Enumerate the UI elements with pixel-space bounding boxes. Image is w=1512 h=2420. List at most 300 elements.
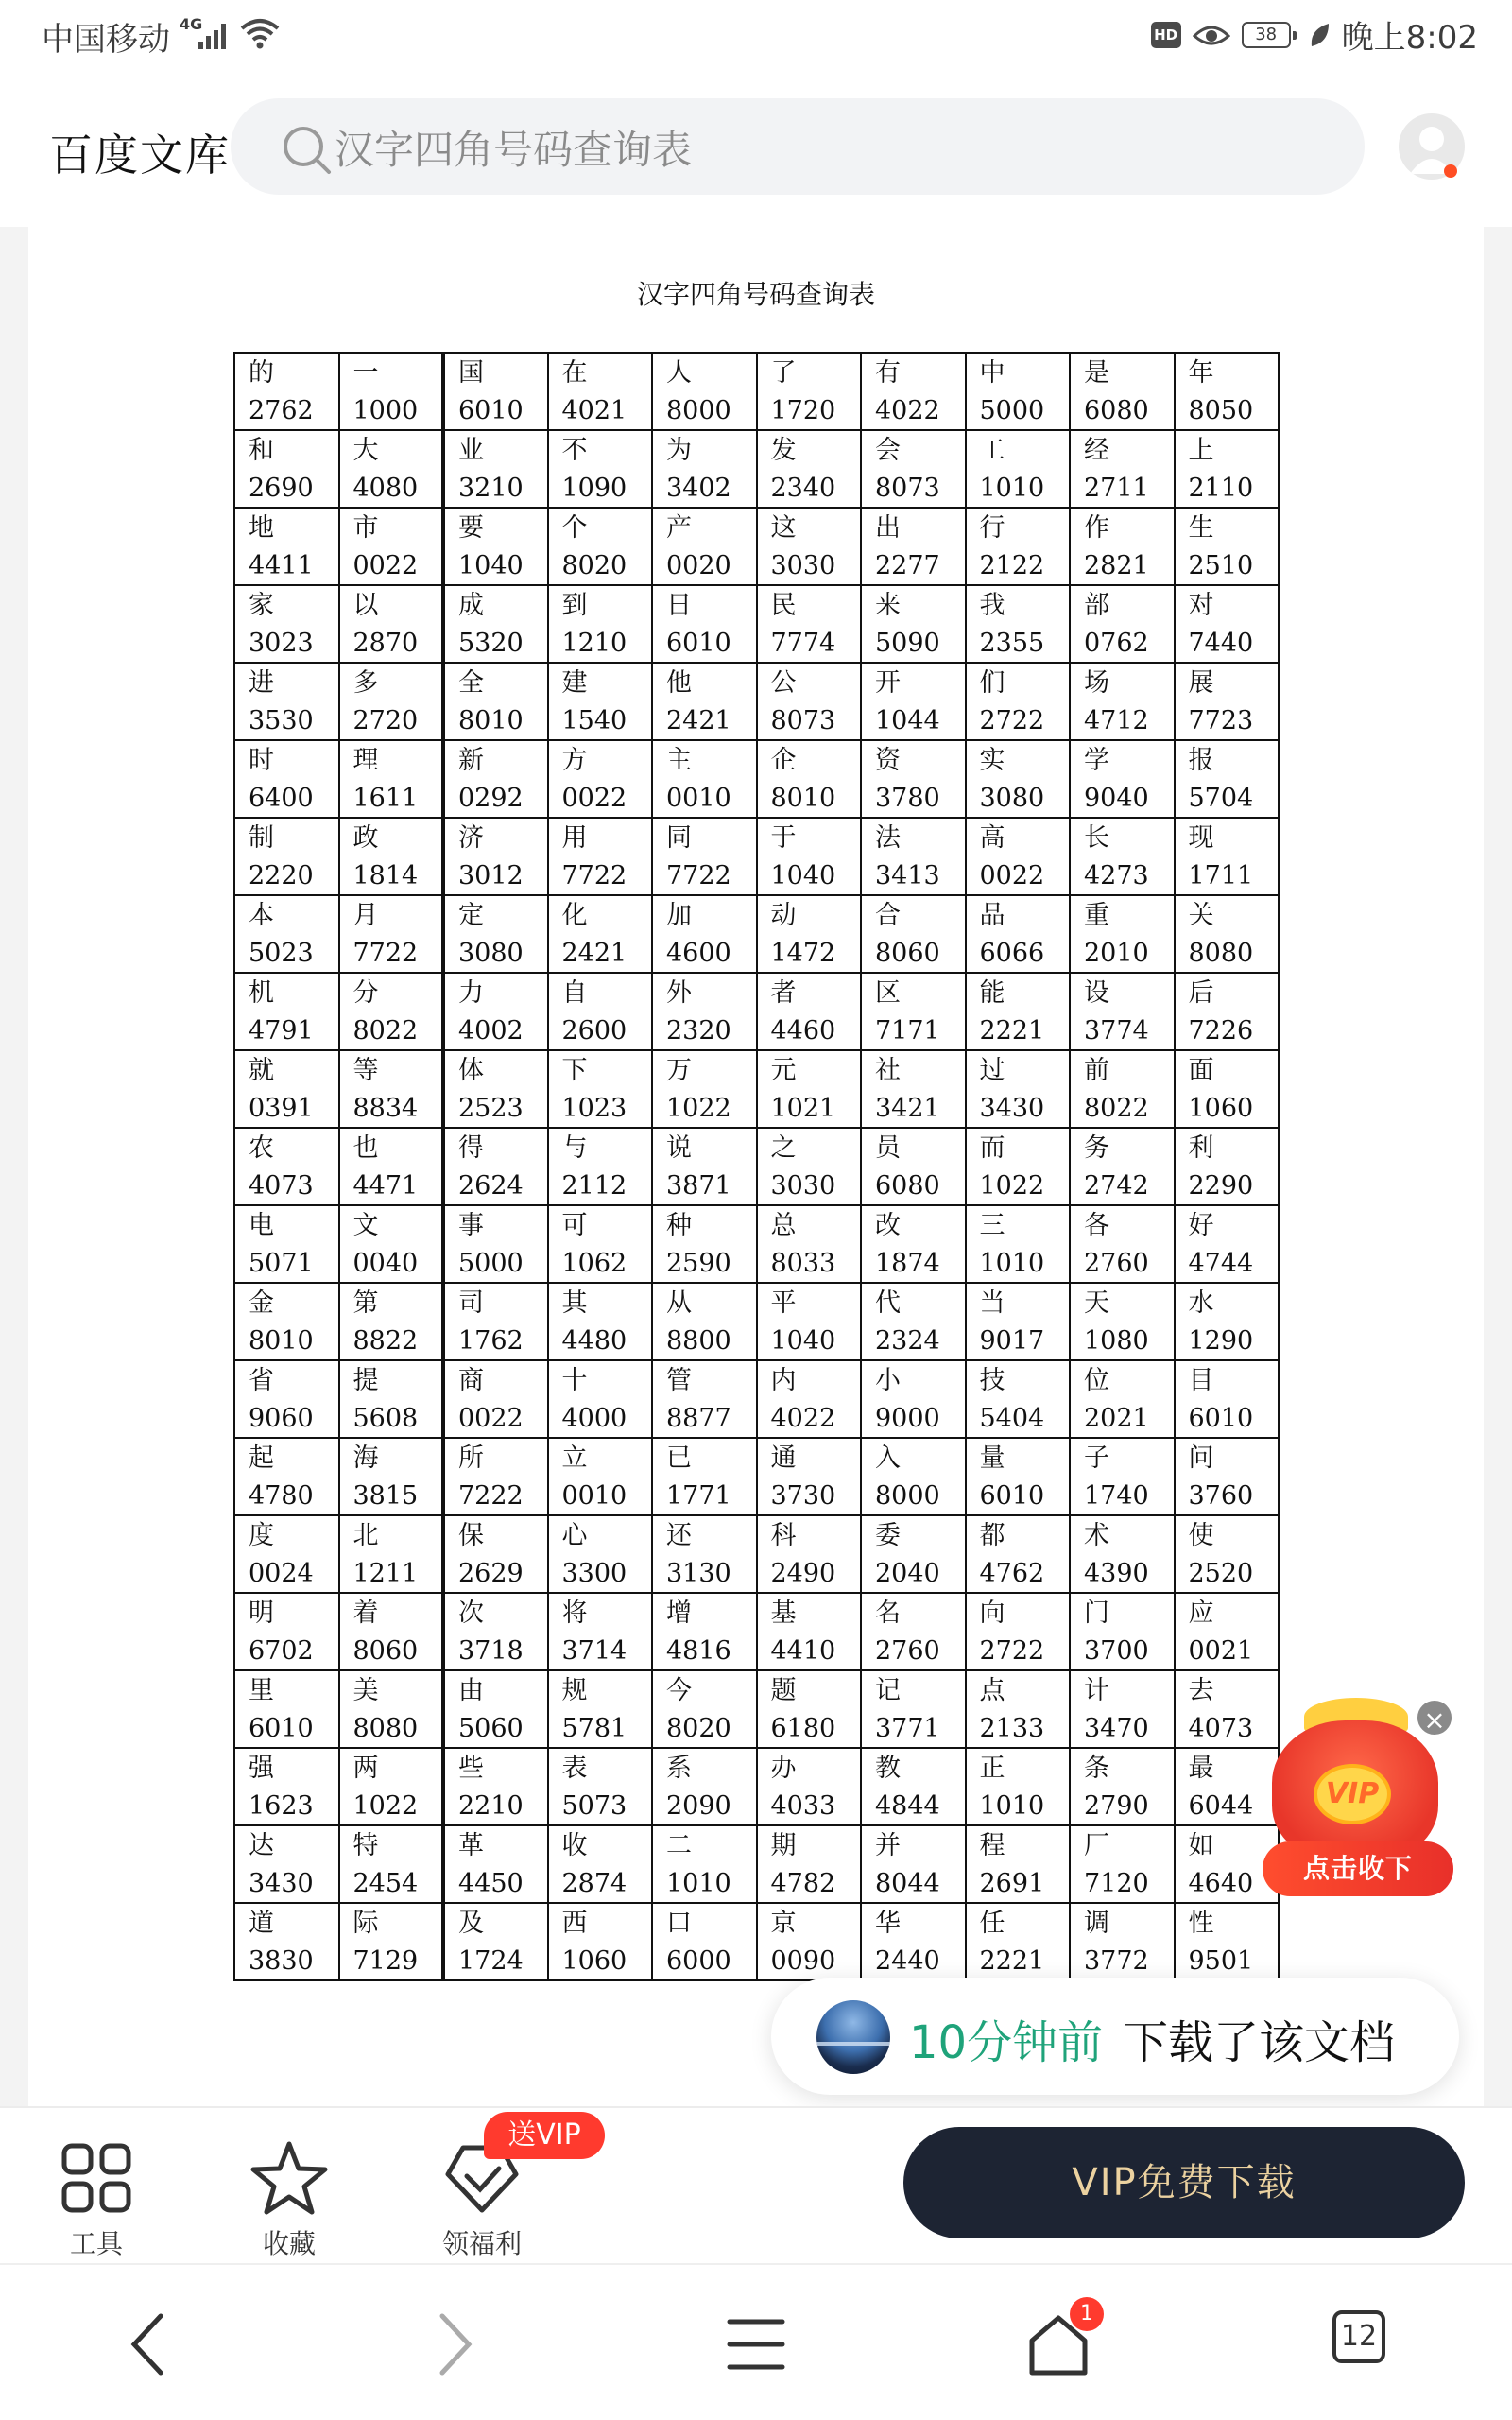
four-corner-code: 9000 <box>875 1404 940 1433</box>
forward-arrow-icon[interactable] <box>416 2307 491 2382</box>
character: 部 <box>1084 591 1109 620</box>
four-corner-code: 0022 <box>979 861 1045 890</box>
four-corner-code: 2690 <box>249 474 314 503</box>
character: 者 <box>770 978 797 1008</box>
table-cell <box>861 353 966 430</box>
character: 场 <box>1084 668 1109 698</box>
character: 今 <box>666 1676 692 1705</box>
table-cell <box>1070 430 1175 508</box>
four-corner-code: 7440 <box>1188 629 1254 658</box>
character: 由 <box>458 1676 484 1705</box>
character: 资 <box>875 746 901 775</box>
character: 些 <box>458 1754 484 1783</box>
menu-icon[interactable] <box>718 2307 794 2382</box>
four-corner-code: 5000 <box>458 1249 524 1278</box>
character: 可 <box>561 1211 588 1240</box>
four-corner-code: 8010 <box>770 784 836 813</box>
character: 市 <box>352 513 379 543</box>
four-corner-code: 1762 <box>458 1326 524 1356</box>
four-corner-code: 2210 <box>458 1791 524 1821</box>
table-cell <box>234 1670 339 1748</box>
welfare-label: 领福利 <box>441 2228 522 2259</box>
character: 入 <box>875 1443 901 1473</box>
table-cell <box>966 508 1071 585</box>
character: 利 <box>1188 1133 1214 1163</box>
character: 日 <box>666 591 692 620</box>
four-corner-code: 6000 <box>666 1946 731 1976</box>
toast-time: 10分钟前 <box>909 2016 1104 2069</box>
table-cell <box>443 1128 548 1205</box>
table-cell <box>966 1205 1071 1283</box>
character: 之 <box>770 1133 797 1163</box>
character: 进 <box>249 668 274 698</box>
four-corner-code: 1010 <box>979 1791 1045 1821</box>
table-cell <box>652 508 757 585</box>
character: 说 <box>666 1133 692 1163</box>
character: 方 <box>561 746 588 775</box>
table-cell <box>1070 1903 1175 1980</box>
table-row <box>234 1205 1279 1283</box>
character: 目 <box>1188 1366 1214 1395</box>
four-corner-code: 3470 <box>1084 1714 1149 1743</box>
table-cell <box>1175 1360 1280 1438</box>
four-corner-code: 3760 <box>1188 1481 1254 1511</box>
four-corner-code: 7774 <box>770 629 836 658</box>
table-row <box>234 1050 1279 1128</box>
character: 位 <box>1084 1366 1109 1395</box>
four-corner-code: 5608 <box>352 1404 419 1433</box>
character: 技 <box>979 1366 1005 1395</box>
brand-logo[interactable]: 百度文库 <box>49 130 231 181</box>
table-cell <box>1070 1748 1175 1825</box>
claim-vip-button[interactable]: 点击收下 <box>1263 1841 1453 1896</box>
table-cell <box>443 895 548 973</box>
table-cell <box>1175 1128 1280 1205</box>
four-corner-code: 8060 <box>875 939 940 968</box>
character: 次 <box>458 1599 484 1628</box>
table-cell <box>1175 1670 1280 1748</box>
four-corner-code: 8010 <box>249 1326 314 1356</box>
four-corner-code: 0021 <box>1188 1636 1254 1666</box>
four-corner-code: 2040 <box>875 1559 940 1588</box>
table-row <box>234 663 1279 740</box>
character: 报 <box>1188 746 1214 775</box>
table-cell <box>757 1050 862 1128</box>
four-corner-code: 6066 <box>979 939 1045 968</box>
four-corner-code: 1040 <box>770 861 836 890</box>
table-cell <box>861 1903 966 1980</box>
character: 保 <box>458 1521 484 1550</box>
four-corner-code: 4460 <box>770 1016 836 1046</box>
four-corner-code: 2760 <box>1084 1249 1149 1278</box>
character: 同 <box>666 823 692 853</box>
character: 从 <box>666 1288 692 1318</box>
table-cell <box>443 1903 548 1980</box>
table-row <box>234 740 1279 818</box>
character: 心 <box>561 1521 588 1550</box>
four-corner-code: 2624 <box>458 1171 524 1201</box>
table-cell <box>443 1670 548 1748</box>
character: 明 <box>249 1599 274 1628</box>
four-corner-code: 1044 <box>875 706 940 735</box>
four-corner-code: 7722 <box>352 939 419 968</box>
four-corner-code: 4782 <box>770 1869 836 1898</box>
character: 元 <box>770 1056 797 1085</box>
table-cell <box>1070 895 1175 973</box>
status-right <box>1151 11 1478 58</box>
table-cell <box>339 1903 444 1980</box>
character: 小 <box>875 1366 901 1395</box>
four-corner-code: 4471 <box>352 1171 419 1201</box>
four-corner-code: 4791 <box>249 1016 314 1046</box>
character: 生 <box>1188 513 1214 543</box>
table-cell <box>1070 1205 1175 1283</box>
character: 人 <box>666 358 692 388</box>
table-cell <box>339 430 444 508</box>
character: 里 <box>249 1676 274 1705</box>
character: 好 <box>1188 1211 1214 1240</box>
table-cell <box>1070 1360 1175 1438</box>
table-cell <box>548 1128 653 1205</box>
table-cell <box>757 1360 862 1438</box>
four-corner-code: 7129 <box>352 1946 419 1976</box>
four-corner-code: 0040 <box>352 1249 419 1278</box>
table-cell <box>339 1825 444 1903</box>
four-corner-code: 4021 <box>561 396 627 425</box>
four-corner-code: 2762 <box>249 396 314 425</box>
four-corner-code: 3012 <box>458 861 524 890</box>
network-type: 4G <box>180 15 203 33</box>
four-corner-code: 2340 <box>770 474 836 503</box>
table-cell <box>443 1748 548 1825</box>
four-corner-code: 8800 <box>666 1326 731 1356</box>
character: 本 <box>249 901 274 930</box>
four-corner-code: 3700 <box>1084 1636 1149 1666</box>
four-corner-code: 7171 <box>875 1016 940 1046</box>
table-cell <box>966 895 1071 973</box>
character: 也 <box>352 1133 379 1163</box>
character: 关 <box>1188 901 1214 930</box>
table-row <box>234 1283 1279 1360</box>
four-corner-code: 4390 <box>1084 1559 1149 1588</box>
table-cell <box>966 1283 1071 1360</box>
table-cell <box>757 353 862 430</box>
table-cell <box>757 508 862 585</box>
character: 海 <box>352 1443 379 1473</box>
four-corner-code: 3815 <box>352 1481 419 1511</box>
four-corner-code: 3530 <box>249 706 314 735</box>
four-corner-code: 1023 <box>561 1094 627 1123</box>
four-corner-code: 1711 <box>1188 861 1254 890</box>
table-row <box>234 1670 1279 1748</box>
table-cell <box>966 1360 1071 1438</box>
character: 北 <box>352 1521 379 1550</box>
table-cell <box>1175 1515 1280 1593</box>
table-cell <box>1175 430 1280 508</box>
table-cell <box>1175 973 1280 1050</box>
table-cell <box>234 818 339 895</box>
character: 十 <box>561 1366 588 1395</box>
table-cell <box>443 585 548 663</box>
character: 提 <box>352 1366 379 1395</box>
four-corner-code: 1290 <box>1188 1326 1254 1356</box>
table-cell <box>652 740 757 818</box>
character: 过 <box>979 1056 1005 1085</box>
wifi-icon <box>240 15 280 51</box>
four-corner-code: 4640 <box>1188 1869 1254 1898</box>
table-cell <box>1175 1748 1280 1825</box>
character: 法 <box>875 823 901 853</box>
table-cell <box>966 353 1071 430</box>
table-cell <box>966 1438 1071 1515</box>
table-cell <box>339 1360 444 1438</box>
four-corner-code: 7722 <box>561 861 627 890</box>
table-cell <box>1175 1205 1280 1283</box>
character: 分 <box>352 978 379 1008</box>
four-corner-code: 4780 <box>249 1481 314 1511</box>
four-corner-code: 4762 <box>979 1559 1045 1588</box>
character: 内 <box>770 1366 797 1395</box>
four-corner-code: 1010 <box>979 474 1045 503</box>
character: 区 <box>875 978 901 1008</box>
download-notice-toast <box>771 1978 1459 2095</box>
table-cell <box>443 663 548 740</box>
table-cell <box>757 1283 862 1360</box>
vip-free-download-button[interactable]: VIP免费下载 <box>903 2127 1465 2238</box>
character: 规 <box>561 1676 588 1705</box>
character: 行 <box>979 513 1005 543</box>
four-corner-code: 2421 <box>666 706 731 735</box>
four-corner-code: 5071 <box>249 1249 314 1278</box>
four-corner-code: 2324 <box>875 1326 940 1356</box>
four-corner-code: 2454 <box>352 1869 419 1898</box>
four-corner-code: 3210 <box>458 474 524 503</box>
four-corner-code: 1010 <box>979 1249 1045 1278</box>
four-corner-code: 3030 <box>770 1171 836 1201</box>
table-cell <box>548 740 653 818</box>
character: 的 <box>249 358 274 388</box>
send-vip-badge: 送VIP <box>484 2112 605 2159</box>
character: 金 <box>249 1288 274 1318</box>
grid-tools-icon <box>59 2140 134 2216</box>
character: 如 <box>1188 1831 1214 1860</box>
table-cell <box>1070 663 1175 740</box>
character: 当 <box>979 1288 1005 1318</box>
character: 设 <box>1084 978 1109 1008</box>
four-corner-code: 6180 <box>770 1714 836 1743</box>
table-cell <box>652 1903 757 1980</box>
four-corner-code: 5023 <box>249 939 314 968</box>
four-corner-code: 4002 <box>458 1016 524 1046</box>
table-cell <box>652 1128 757 1205</box>
character: 京 <box>770 1909 797 1938</box>
four-corner-code: 2691 <box>979 1869 1045 1898</box>
back-arrow-icon[interactable] <box>112 2307 187 2382</box>
character: 改 <box>875 1211 901 1240</box>
table-cell <box>443 1515 548 1593</box>
character: 加 <box>666 901 692 930</box>
four-corner-code: 5704 <box>1188 784 1254 813</box>
table-cell <box>966 973 1071 1050</box>
search-icon <box>280 123 335 178</box>
four-corner-code: 1090 <box>561 474 627 503</box>
four-corner-code: 8073 <box>770 706 836 735</box>
four-corner-code: 4816 <box>666 1636 731 1666</box>
character: 达 <box>249 1831 274 1860</box>
table-cell <box>652 973 757 1050</box>
character: 民 <box>770 591 797 620</box>
four-corner-code: 5060 <box>458 1714 524 1743</box>
four-corner-code: 8020 <box>666 1714 731 1743</box>
tools-button[interactable] <box>40 2140 153 2261</box>
four-corner-code: 2790 <box>1084 1791 1149 1821</box>
character: 美 <box>352 1676 379 1705</box>
table-cell <box>757 973 862 1050</box>
character: 体 <box>458 1056 484 1085</box>
character: 公 <box>770 668 797 698</box>
clock: 晚上8:02 <box>1341 19 1478 57</box>
character: 长 <box>1084 823 1109 853</box>
four-corner-code: 5090 <box>875 629 940 658</box>
table-cell <box>339 1670 444 1748</box>
character: 管 <box>666 1366 692 1395</box>
hd-icon: HD <box>1151 22 1181 48</box>
table-row <box>234 1748 1279 1825</box>
table-cell <box>1175 353 1280 430</box>
character: 革 <box>458 1831 484 1860</box>
character: 地 <box>249 513 274 543</box>
character: 还 <box>666 1521 692 1550</box>
character: 正 <box>979 1754 1005 1783</box>
character: 中 <box>979 358 1005 388</box>
four-corner-code: 5000 <box>979 396 1045 425</box>
character: 各 <box>1084 1211 1109 1240</box>
character: 增 <box>666 1599 692 1628</box>
carrier-name: 中国移动 <box>42 21 170 59</box>
character: 定 <box>458 901 484 930</box>
table-cell <box>1175 1283 1280 1360</box>
character: 条 <box>1084 1754 1109 1783</box>
table-row <box>234 508 1279 585</box>
four-corner-code: 6010 <box>979 1481 1045 1511</box>
four-corner-code: 2711 <box>1084 474 1149 503</box>
close-vip-float-button[interactable]: × <box>1415 1698 1454 1737</box>
four-corner-code: 4411 <box>249 551 314 580</box>
table-cell <box>652 895 757 973</box>
table-cell <box>1175 1050 1280 1128</box>
four-corner-code: 4033 <box>770 1791 836 1821</box>
four-corner-code: 8022 <box>1084 1094 1149 1123</box>
four-corner-code: 0292 <box>458 784 524 813</box>
character: 家 <box>249 591 274 620</box>
character: 司 <box>458 1288 484 1318</box>
table-cell <box>1175 740 1280 818</box>
search-input[interactable] <box>231 98 1365 195</box>
four-corner-code: 3430 <box>979 1094 1045 1123</box>
table-cell <box>339 818 444 895</box>
character: 主 <box>666 746 692 775</box>
table-cell <box>1070 1515 1175 1593</box>
character: 济 <box>458 823 484 853</box>
table-cell <box>443 1438 548 1515</box>
table-cell <box>1070 740 1175 818</box>
character: 和 <box>249 436 274 465</box>
favorite-button[interactable] <box>232 2140 346 2261</box>
table-cell <box>548 1748 653 1825</box>
table-cell <box>757 1205 862 1283</box>
table-cell <box>966 818 1071 895</box>
table-cell <box>966 740 1071 818</box>
table-cell <box>234 1515 339 1593</box>
table-cell <box>1175 585 1280 663</box>
table-cell <box>548 1515 653 1593</box>
table-cell <box>234 508 339 585</box>
table-cell <box>757 585 862 663</box>
character: 而 <box>979 1133 1005 1163</box>
character: 度 <box>249 1521 274 1550</box>
character: 将 <box>561 1599 588 1628</box>
four-corner-code: 6080 <box>1084 396 1149 425</box>
four-corner-code: 9501 <box>1188 1946 1254 1976</box>
table-cell <box>652 1748 757 1825</box>
table-cell <box>234 895 339 973</box>
character: 社 <box>875 1056 901 1085</box>
four-corner-code: 8010 <box>458 706 524 735</box>
table-row <box>234 973 1279 1050</box>
four-corner-code: 3714 <box>561 1636 627 1666</box>
four-corner-code: 2220 <box>249 861 314 890</box>
tabs-button[interactable]: 12 <box>1332 2310 1385 2363</box>
character: 机 <box>249 978 274 1008</box>
four-corner-code: 8080 <box>352 1714 419 1743</box>
character: 点 <box>979 1676 1005 1705</box>
table-cell <box>966 430 1071 508</box>
table-cell <box>548 1205 653 1283</box>
table-cell <box>234 1205 339 1283</box>
four-corner-code: 8877 <box>666 1404 731 1433</box>
four-corner-code: 3780 <box>875 784 940 813</box>
four-corner-code: 4600 <box>666 939 731 968</box>
table-cell <box>861 1593 966 1670</box>
character: 员 <box>875 1133 901 1163</box>
table-cell <box>1175 818 1280 895</box>
four-corner-code: 3830 <box>249 1946 314 1976</box>
table-cell <box>548 1283 653 1360</box>
four-corner-code: 5781 <box>561 1714 627 1743</box>
table-cell <box>548 430 653 508</box>
character: 使 <box>1188 1521 1214 1550</box>
table-cell <box>966 1825 1071 1903</box>
four-corner-code: 5320 <box>458 629 524 658</box>
character: 用 <box>561 823 588 853</box>
character: 着 <box>352 1599 379 1628</box>
four-corner-code: 0391 <box>249 1094 314 1123</box>
table-cell <box>652 1670 757 1748</box>
character: 名 <box>875 1599 901 1628</box>
table-cell <box>339 1515 444 1593</box>
character: 向 <box>979 1599 1005 1628</box>
character: 立 <box>561 1443 588 1473</box>
four-corner-code: 4480 <box>561 1326 627 1356</box>
table-row <box>234 1515 1279 1593</box>
four-corner-code: 2110 <box>1188 474 1254 503</box>
four-corner-code: 3718 <box>458 1636 524 1666</box>
four-corner-code: 0022 <box>458 1404 524 1433</box>
character: 厂 <box>1084 1831 1109 1860</box>
character: 要 <box>458 513 484 543</box>
table-cell <box>548 508 653 585</box>
four-corner-code: 2221 <box>979 1016 1045 1046</box>
